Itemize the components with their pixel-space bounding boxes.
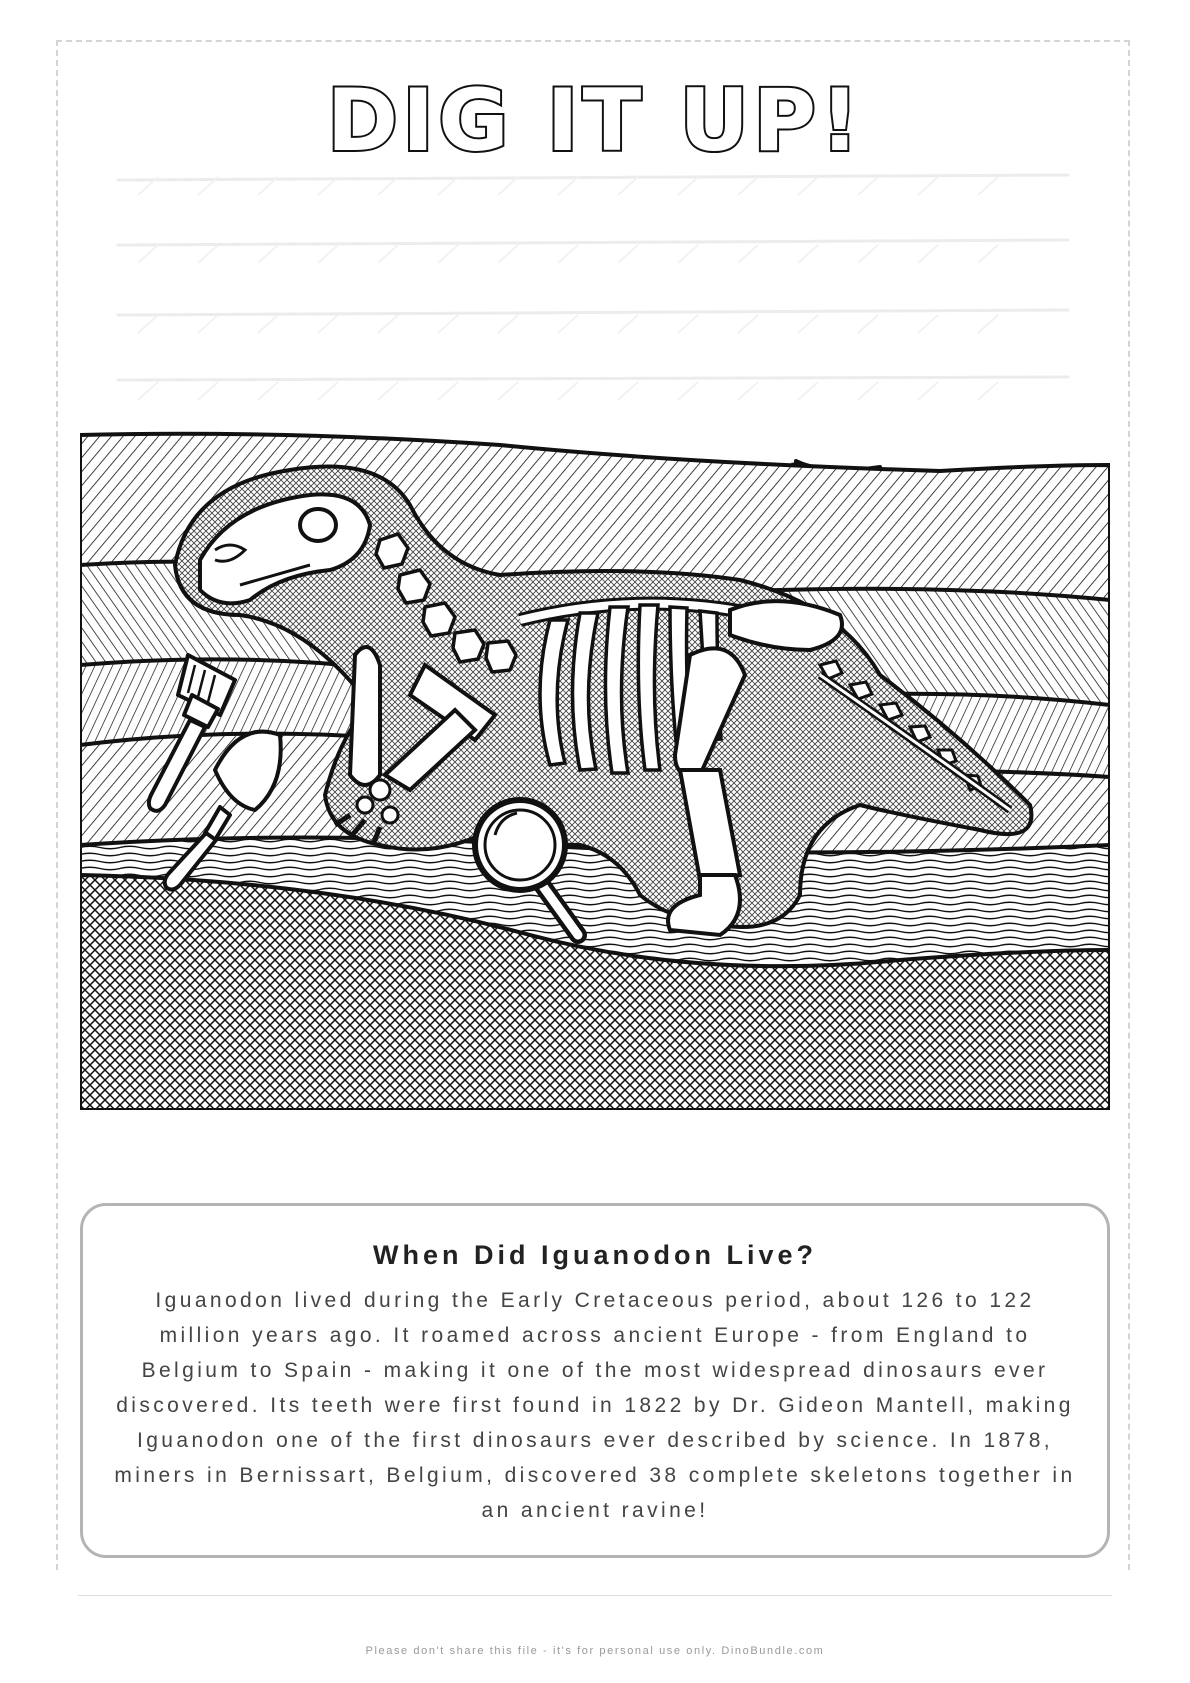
info-box [80, 1203, 1110, 1558]
info-body: Iguanodon lived during the Early Cretaceous period, about 126 to 122 million years ago. It roamed across ancient Europe - from England to Belgium to Spain - making it one of the most widespread dinosaurs ever discovered. Its teeth were first found in 1822 by Dr. Gideon Mantell, making Iguanodon one of the first dinosaurs ever described by science. In 1878, miners in Bernissart, Belgium, discovered 38 complete skeletons together in an ancient ravine! [114, 1289, 1076, 1522]
dig-site-illustration [80, 375, 1110, 1110]
footer-divider [78, 1595, 1112, 1596]
page-title: DIG IT UP! [326, 71, 864, 171]
footer-notice: Please don't share this file - it's for personal use only. DinoBundle.com [365, 1645, 825, 1657]
info-heading: When Did Iguanodon Live? [373, 1240, 817, 1270]
